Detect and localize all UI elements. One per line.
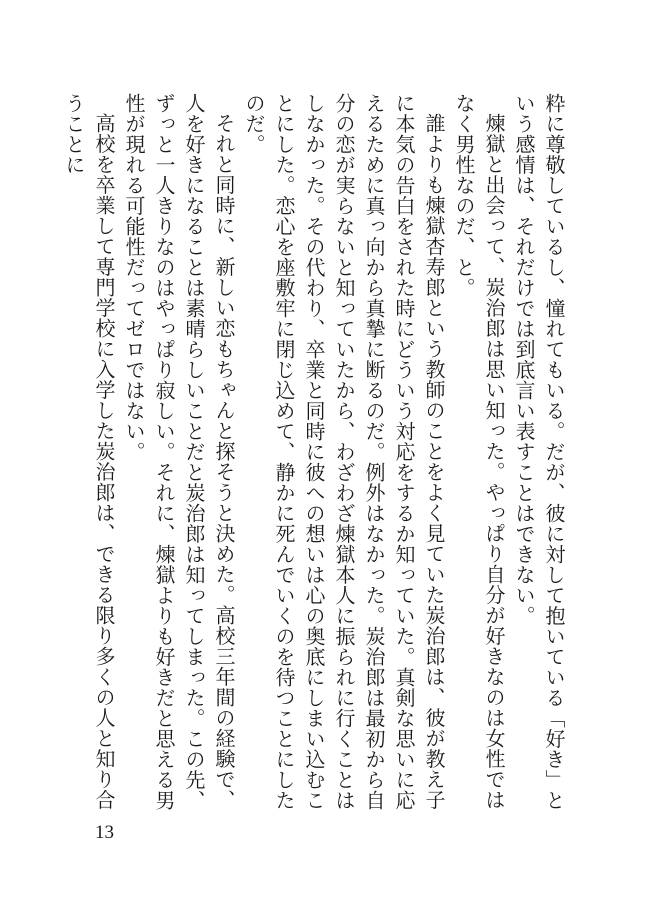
paragraph: 粋に尊敬しているし、憧れてもいる。だが、彼に対して抱いている「好き」という感情は、それだけでは到底言い表すことはできない。 (512, 93, 566, 811)
paragraph: 煉獄と出会って、炭治郎は思い知った。やっぱり自分が好きなのは女性ではなく男性なのだ、と。 (452, 93, 506, 810)
vertical-text-body (62, 93, 569, 823)
paragraph: それと同時に、新しい恋もちゃんと探そうと決めた。高校三年間の経験で、人を好きになることは素晴らしいことだと炭治郎は知ってしまった。この先、ずっと一人きりなのはやっぱり寂しい。それに、煉獄よりも好きだと思える男性が現れる可能性だってゼロではない。 (122, 93, 236, 811)
paragraph: 高校を卒業して専門学校に入学した炭治郎は、できる限り多くの人と知り合うことに (62, 93, 116, 810)
paragraph: 誰よりも煉獄杏寿郎という教師のことをよく見ていた炭治郎は、彼が教え子に本気の告白をされた時にどういう対応をするか知っていた。真剣な思いに応えるために真っ向から真摯に断るのだ。例外はなかった。炭治郎は最初から自分の恋が実らないと知っていたから、わざわざ煉獄本人に振られに行くことはしなかった。その代わり、卒業と同時に彼への想いは心の奥底にしまい込むことにした。恋心を座敷牢に閉じ込めて、静かに死んでいくのを待つことにしたのだ。 (242, 93, 446, 811)
page-number: 13 (95, 822, 114, 843)
